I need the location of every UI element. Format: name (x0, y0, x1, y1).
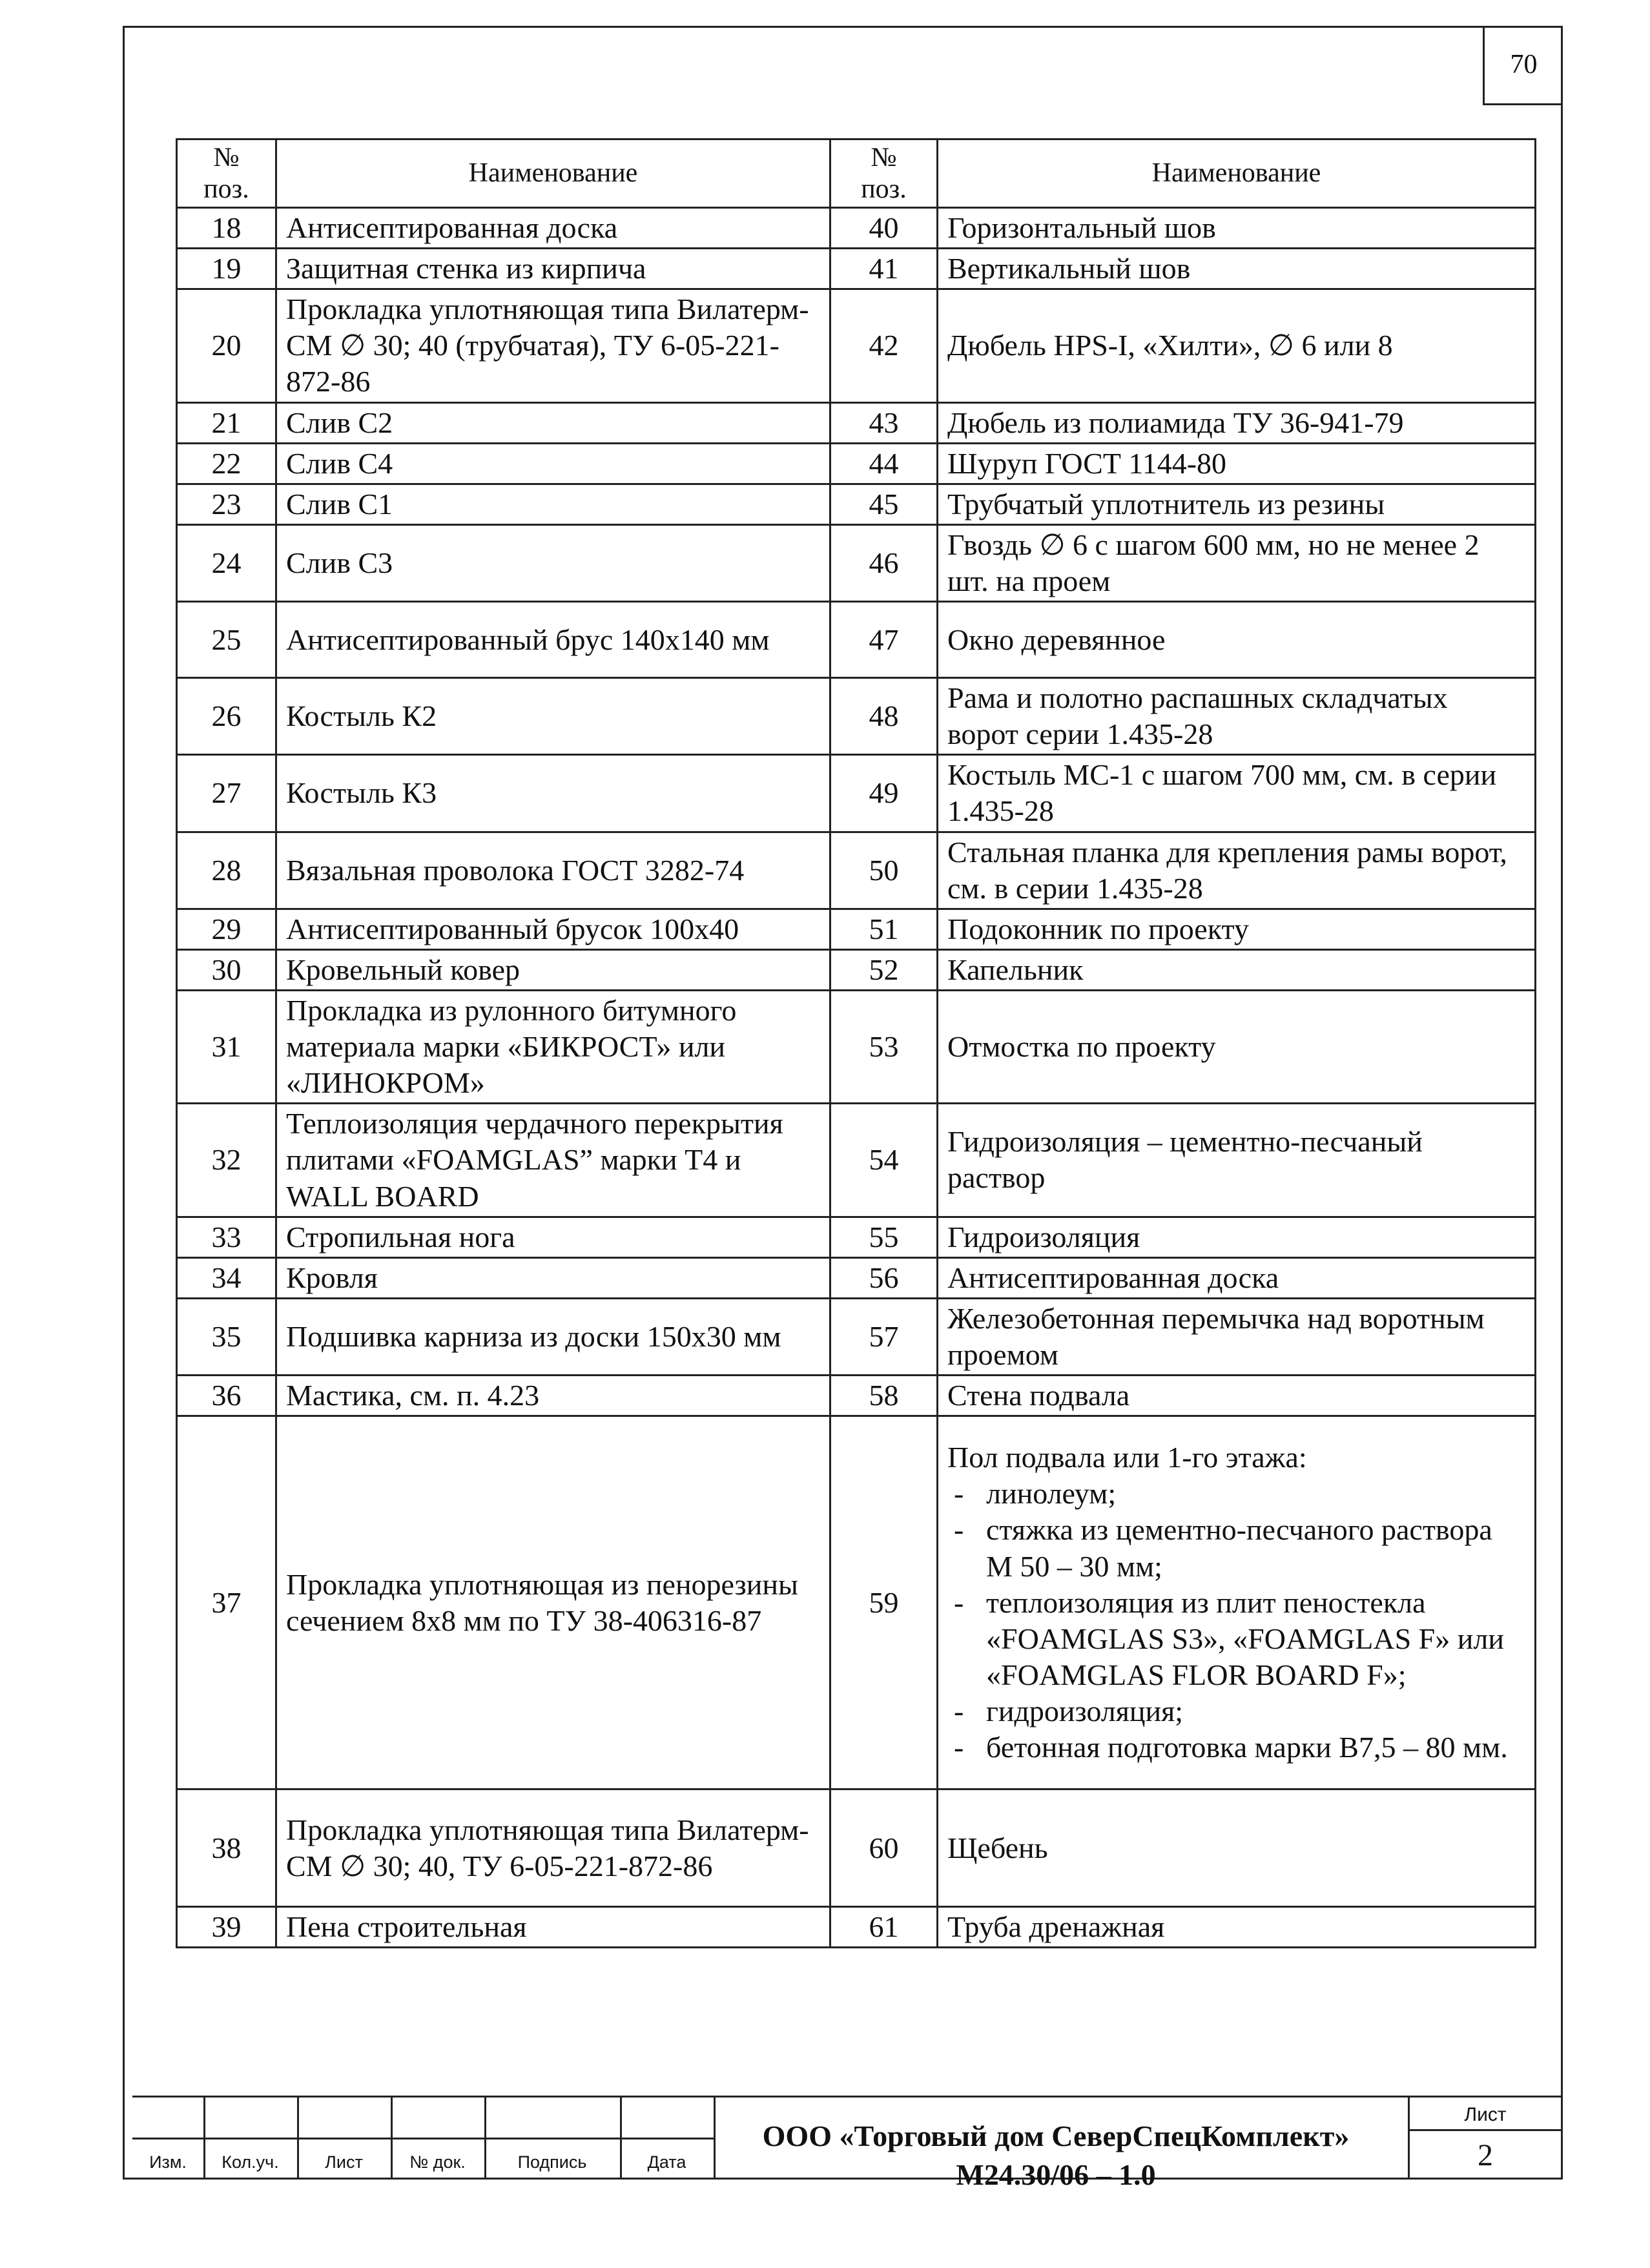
list-item: - гидроизоляция; (947, 1693, 1525, 1729)
item-name: Костыль МС-1 с шагом 700 мм, см. в серии 1.435-28 (938, 755, 1536, 832)
item-name: Костыль К3 (276, 755, 830, 832)
table-row (177, 484, 1536, 524)
item-name: Трубчатый уплотнитель из резины (938, 484, 1536, 524)
table-row (177, 1257, 1536, 1298)
pos-number: 24 (177, 524, 276, 601)
pos-number: 51 (830, 909, 938, 949)
floor-layers-list (947, 1476, 1525, 1766)
item-name: Труба дренажная (938, 1907, 1536, 1948)
pos-number: 48 (830, 678, 938, 755)
pos-number: 30 (177, 949, 276, 990)
item-name: Шуруп ГОСТ 1144-80 (938, 443, 1536, 484)
floor-intro: Пол подвала или 1-го этажа: (947, 1441, 1307, 1474)
pos-number: 29 (177, 909, 276, 949)
pos-number: 37 (177, 1416, 276, 1789)
table-row (177, 402, 1536, 443)
table-row (177, 678, 1536, 755)
item-name: Стена подвала (938, 1376, 1536, 1416)
pos-number: 43 (830, 402, 938, 443)
table-row (177, 1104, 1536, 1217)
table-row (177, 524, 1536, 601)
pos-number: 49 (830, 755, 938, 832)
header-name-left: Наименование (276, 139, 830, 208)
page-number: 70 (1483, 26, 1563, 105)
item-name: Гидроизоляция (938, 1217, 1536, 1257)
pos-number: 19 (177, 249, 276, 289)
pos-number: 45 (830, 484, 938, 524)
pos-number: 21 (177, 402, 276, 443)
table-row (177, 289, 1536, 402)
pos-number: 42 (830, 289, 938, 402)
table-row (177, 832, 1536, 909)
stamp-col-izm: Изм. (149, 2152, 187, 2172)
item-name: Щебень (938, 1789, 1536, 1907)
item-name: Железобетонная перемычка над воротным проемом (938, 1298, 1536, 1375)
item-name: Мастика, см. п. 4.23 (276, 1376, 830, 1416)
company-name: ООО «Торговый дом СеверСпецКомплект» (762, 2119, 1350, 2152)
specification-table (176, 138, 1536, 1948)
table-row-39 (177, 1907, 1536, 1948)
item-name: Вертикальный шов (938, 249, 1536, 289)
header-pos-left: № поз. (177, 139, 276, 208)
table-row (177, 602, 1536, 678)
item-name: Рама и полотно распашных складчатых ворот серии 1.435-28 (938, 678, 1536, 755)
item-name: Горизонтальный шов (938, 208, 1536, 249)
table-row (177, 208, 1536, 249)
pos-number: 50 (830, 832, 938, 909)
pos-number: 55 (830, 1217, 938, 1257)
pos-number: 22 (177, 443, 276, 484)
item-name: Окно деревянное (938, 602, 1536, 678)
item-name: Слив С4 (276, 443, 830, 484)
pos-number: 31 (177, 990, 276, 1103)
stamp-col-signature: Подпись (517, 2152, 587, 2172)
table-row (177, 443, 1536, 484)
item-name: Стальная планка для крепления рамы ворот, см. в серии 1.435-28 (938, 832, 1536, 909)
pos-number: 44 (830, 443, 938, 484)
stamp-col-doc-no: № док. (409, 2152, 466, 2172)
pos-number: 56 (830, 1257, 938, 1298)
pos-number: 36 (177, 1376, 276, 1416)
item-name: Слив С1 (276, 484, 830, 524)
item-name: Прокладка уплотняющая типа Вилатерм-СМ ∅ 30; 40 (трубчатая), ТУ 6-05-221-872-86 (276, 289, 830, 402)
table-row (177, 249, 1536, 289)
item-name: Кровля (276, 1257, 830, 1298)
item-name: Костыль К2 (276, 678, 830, 755)
pos-number: 23 (177, 484, 276, 524)
item-name: Кровельный ковер (276, 949, 830, 990)
pos-number: 20 (177, 289, 276, 402)
item-name: Слив С2 (276, 402, 830, 443)
pos-number: 25 (177, 602, 276, 678)
stamp-col-kol-uch: Кол.уч. (222, 2152, 279, 2172)
pos-number: 47 (830, 602, 938, 678)
pos-number: 40 (830, 208, 938, 249)
pos-number: 57 (830, 1298, 938, 1375)
item-name: Стропильная нога (276, 1217, 830, 1257)
header-pos-right: № поз. (830, 139, 938, 208)
sheet-label: Лист (1464, 2104, 1507, 2125)
item-name: Слив С3 (276, 524, 830, 601)
table-row (177, 990, 1536, 1103)
pos-number: 61 (830, 1907, 938, 1948)
table-row (177, 949, 1536, 990)
table-row (177, 755, 1536, 832)
pos-number: 27 (177, 755, 276, 832)
stamp-col-date: Дата (647, 2152, 686, 2172)
stamp-col-list: Лист (325, 2152, 363, 2172)
list-item: - стяжка из цементно-песчаного раствора М 50 – 30 мм; (947, 1512, 1525, 1584)
pos-number: 35 (177, 1298, 276, 1375)
item-name: Пена строительная (276, 1907, 830, 1948)
document-title (723, 2117, 1388, 2194)
table-header-row (177, 139, 1536, 208)
pos-number: 53 (830, 990, 938, 1103)
list-item: - теплоизоляция из плит пеностекла «FOAMGLAS S3», «FOAMGLAS F» или «FOAMGLAS FLOR BOARD F»; (947, 1585, 1525, 1693)
item-name: Прокладка из рулонного битумного материала марки «БИКРОСТ» или «ЛИНОКРОМ» (276, 990, 830, 1103)
item-name-floor (938, 1416, 1536, 1789)
pos-number: 54 (830, 1104, 938, 1217)
item-name: Антисептированный брусок 100х40 (276, 909, 830, 949)
item-name: Дюбель HPS-I, «Хилти», ∅ 6 или 8 (938, 289, 1536, 402)
item-name: Теплоизоляция чердачного перекрытия плитами «FOAMGLAS” марки Т4 и WALL BOARD (276, 1104, 830, 1217)
header-name-right: Наименование (938, 139, 1536, 208)
item-name: Антисептированная доска (276, 208, 830, 249)
pos-number: 60 (830, 1789, 938, 1907)
item-name: Дюбель из полиамида ТУ 36-941-79 (938, 402, 1536, 443)
item-name: Подшивка карниза из доски 150х30 мм (276, 1298, 830, 1375)
table-row (177, 1376, 1536, 1416)
item-name: Антисептированный брус 140х140 мм (276, 602, 830, 678)
item-name: Защитная стенка из кирпича (276, 249, 830, 289)
pos-number: 18 (177, 208, 276, 249)
pos-number: 41 (830, 249, 938, 289)
document-code: М24.30/06 – 1.0 (956, 2158, 1156, 2191)
list-item: - линолеум; (947, 1476, 1525, 1512)
pos-number: 46 (830, 524, 938, 601)
table-row-37 (177, 1416, 1536, 1789)
pos-number: 58 (830, 1376, 938, 1416)
pos-number: 59 (830, 1416, 938, 1789)
pos-number: 33 (177, 1217, 276, 1257)
table-row-38 (177, 1789, 1536, 1907)
item-name: Гвоздь ∅ 6 с шагом 600 мм, но не менее 2 шт. на проем (938, 524, 1536, 601)
item-name: Антисептированная доска (938, 1257, 1536, 1298)
item-name: Прокладка уплотняющая типа Вилатерм-СМ ∅ 30; 40, ТУ 6-05-221-872-86 (276, 1789, 830, 1907)
pos-number: 39 (177, 1907, 276, 1948)
table-row (177, 909, 1536, 949)
table-row (177, 1217, 1536, 1257)
pos-number: 38 (177, 1789, 276, 1907)
item-name: Гидроизоляция – цементно-песчаный раствор (938, 1104, 1536, 1217)
item-name: Прокладка уплотняющая из пенорезины сечением 8х8 мм по ТУ 38-406316-87 (276, 1416, 830, 1789)
pos-number: 26 (177, 678, 276, 755)
list-item: - бетонная подготовка марки В7,5 – 80 мм. (947, 1729, 1525, 1766)
pos-number: 32 (177, 1104, 276, 1217)
pos-number: 52 (830, 949, 938, 990)
pos-number: 28 (177, 832, 276, 909)
item-name: Отмостка по проекту (938, 990, 1536, 1103)
item-name: Вязальная проволока ГОСТ 3282-74 (276, 832, 830, 909)
item-name: Подоконник по проекту (938, 909, 1536, 949)
sheet-number: 2 (1478, 2138, 1493, 2172)
pos-number: 34 (177, 1257, 276, 1298)
item-name: Капельник (938, 949, 1536, 990)
table-row (177, 1298, 1536, 1375)
